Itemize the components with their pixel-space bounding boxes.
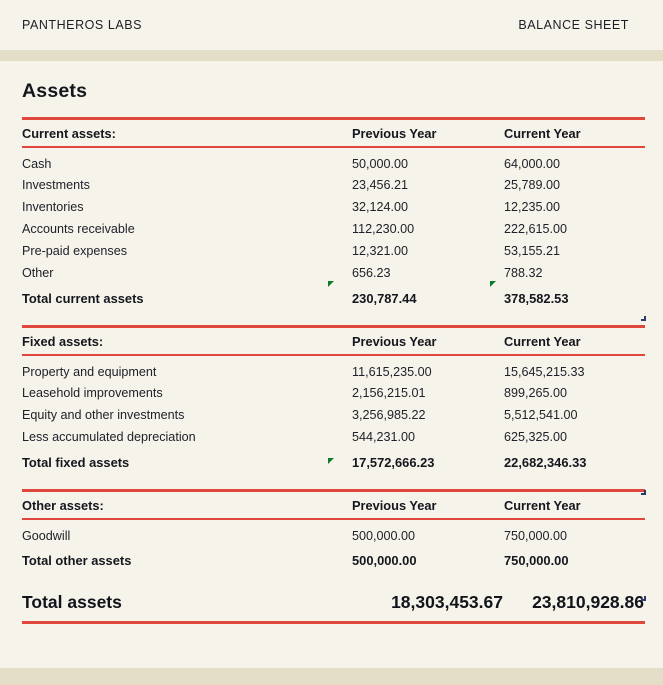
row-label: Goodwill — [22, 528, 71, 543]
row-previous-value: 32,124.00 — [352, 200, 409, 214]
total-current-value: 378,582.53 — [504, 291, 569, 306]
table-row — [22, 262, 645, 284]
row-previous-value: 500,000.00 — [352, 528, 416, 543]
row-current-value: 25,789.00 — [504, 178, 561, 192]
section-rows-other-assets — [22, 520, 645, 572]
grand-total-previous-value: 18,303,453.67 — [391, 591, 503, 612]
table-row — [22, 240, 645, 262]
section-rows-current-assets — [22, 148, 645, 310]
row-current-value: 53,155.21 — [504, 244, 561, 258]
row-previous-value: 23,456.21 — [352, 178, 409, 192]
row-label: Property and equipment — [22, 364, 157, 379]
company-name: PANTHEROS LABS — [22, 18, 142, 32]
section-header-row — [22, 328, 645, 354]
column-header-current-year: Current Year — [504, 333, 581, 349]
total-label: Total other assets — [22, 553, 132, 568]
row-label: Inventories — [22, 200, 84, 214]
grand-total-row — [22, 583, 645, 621]
section-heading-current-assets: Current assets: — [22, 125, 116, 141]
total-previous-value: 230,787.44 — [352, 291, 417, 306]
grand-total-table — [22, 583, 645, 621]
total-previous-value: 500,000.00 — [352, 553, 417, 568]
row-current-value: 222,615.00 — [504, 222, 568, 236]
row-previous-value: 11,615,235.00 — [352, 364, 432, 379]
column-header-previous-year: Previous Year — [352, 497, 437, 513]
column-header-current-year: Current Year — [504, 497, 581, 513]
row-previous-value: 3,256,985.22 — [352, 408, 426, 422]
row-label: Equity and other investments — [22, 408, 185, 422]
row-label: Pre-paid expenses — [22, 244, 128, 258]
row-label: Less accumulated depreciation — [22, 430, 196, 444]
footer-band — [0, 668, 663, 685]
row-previous-value: 50,000.00 — [352, 156, 409, 171]
total-label: Total fixed assets — [22, 455, 130, 470]
total-label: Total current assets — [22, 291, 144, 306]
row-previous-value: 2,156,215.01 — [352, 386, 426, 400]
row-current-value: 625,325.00 — [504, 430, 568, 444]
sheet-bottom-rule — [22, 621, 645, 624]
table-row — [22, 196, 645, 218]
row-current-value: 788.32 — [504, 266, 543, 280]
section-total-row — [22, 448, 645, 474]
row-label: Investments — [22, 178, 90, 192]
row-current-value: 12,235.00 — [504, 200, 561, 214]
row-current-value: 64,000.00 — [504, 156, 561, 171]
total-current-value: 750,000.00 — [504, 553, 569, 568]
section-table-current-assets — [22, 120, 645, 146]
row-label: Cash — [22, 156, 52, 171]
row-current-value: 899,265.00 — [504, 386, 568, 400]
section-total-row — [22, 284, 645, 310]
table-row — [22, 426, 645, 448]
column-header-previous-year: Previous Year — [352, 333, 437, 349]
table-row — [22, 148, 645, 174]
section-table-fixed-assets — [22, 328, 645, 354]
row-label: Other — [22, 266, 54, 280]
grand-total-label: Total assets — [22, 591, 122, 612]
document-type-label: BALANCE SHEET — [518, 18, 629, 32]
table-row — [22, 218, 645, 240]
row-previous-value: 12,321.00 — [352, 244, 409, 258]
table-row — [22, 356, 645, 382]
table-row — [22, 382, 645, 404]
section-header-row — [22, 120, 645, 146]
row-label: Accounts receivable — [22, 222, 135, 236]
section-heading-fixed-assets: Fixed assets: — [22, 333, 104, 349]
section-spacer — [22, 474, 645, 489]
section-total-row — [22, 546, 645, 572]
row-current-value: 5,512,541.00 — [504, 408, 578, 422]
table-row — [22, 520, 645, 546]
row-previous-value: 112,230.00 — [352, 222, 415, 236]
total-current-value: 22,682,346.33 — [504, 455, 587, 470]
row-current-value: 15,645,215.33 — [504, 364, 585, 379]
section-header-row — [22, 492, 645, 518]
column-header-current-year: Current Year — [504, 125, 581, 141]
section-table-other-assets — [22, 492, 645, 518]
table-row — [22, 174, 645, 196]
row-label: Leasehold improvements — [22, 386, 163, 400]
document-header — [0, 0, 663, 50]
header-divider-band — [0, 50, 663, 61]
grand-total-spacer — [22, 572, 645, 583]
row-previous-value: 656.23 — [352, 266, 391, 280]
page-title: Assets — [22, 80, 88, 102]
row-previous-value: 544,231.00 — [352, 430, 416, 444]
total-previous-value: 17,572,666.23 — [352, 455, 435, 470]
grand-total-current-value: 23,810,928.86 — [532, 591, 644, 612]
sheet-body — [0, 80, 663, 624]
column-header-previous-year: Previous Year — [352, 125, 437, 141]
table-row — [22, 404, 645, 426]
row-current-value: 750,000.00 — [504, 528, 568, 543]
section-heading-other-assets: Other assets: — [22, 497, 104, 513]
section-spacer — [22, 310, 645, 325]
section-rows-fixed-assets — [22, 356, 645, 474]
